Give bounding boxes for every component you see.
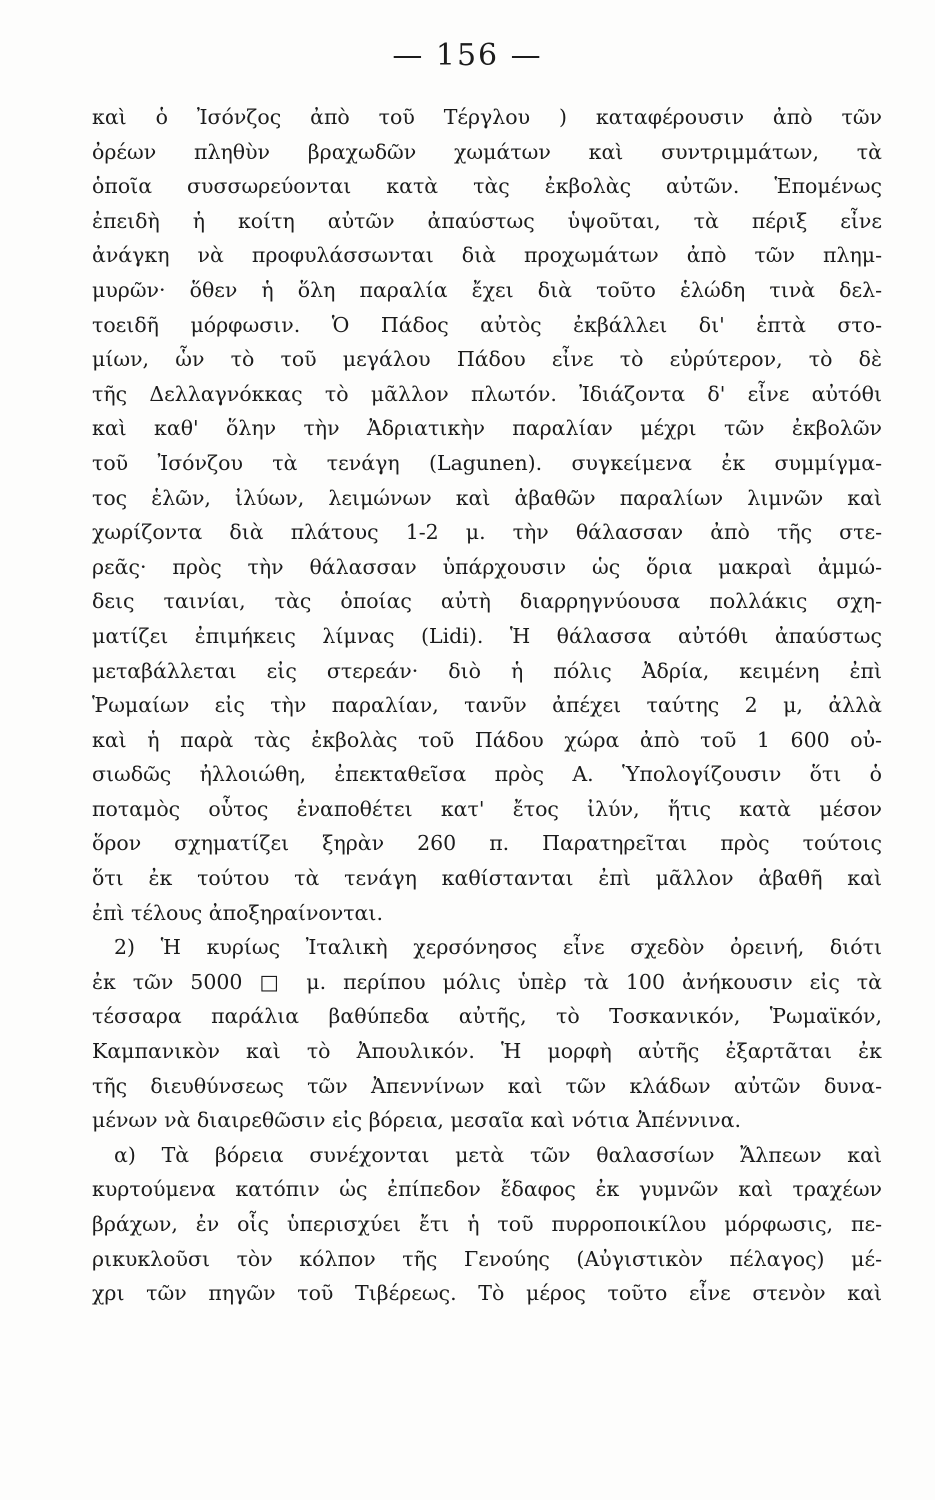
text-line: τοειδῆ μόρφωσιν. Ὁ Πάδος αὐτὸς ἐκβάλλει δι' ἑπτὰ στο- — [92, 312, 882, 337]
text-line: ὅτι ἐκ τούτου τὰ τενάγη καθίστανται ἐπὶ μᾶλλον ἀβαθῆ καὶ — [92, 866, 882, 891]
text-line: σιωδῶς ἠλλοιώθη, ἐπεκταθεῖσα πρὸς Α. Ὑπολογίζουσιν ὅτι ὁ — [92, 762, 882, 787]
text-line: μίων, ὧν τὸ τοῦ μεγάλου Πάδου εἶνε τὸ εὐρύτερον, τὸ δὲ — [92, 347, 882, 372]
text-line: τῆς διευθύνσεως τῶν Ἀπεννίνων καὶ τῶν κλάδων αὐτῶν δυνα- — [92, 1073, 882, 1098]
text-line: ματίζει ἐπιμήκεις λίμνας (Lidi). Ἡ θάλασσα αὐτόθι ἀπαύστως — [92, 623, 882, 648]
text-line: ποταμὸς οὗτος ἐναποθέτει κατ' ἔτος ἰλύν, ἥτις κατὰ μέσον — [92, 796, 882, 821]
text-line: ὀρέων πληθὺν βραχωδῶν χωμάτων καὶ συντριμμάτων, τὰ — [92, 139, 882, 164]
text-line: καὶ ἡ παρὰ τὰς ἐκβολὰς τοῦ Πάδου χώρα ἀπὸ τοῦ 1 600 οὐ- — [92, 727, 882, 752]
text-line: μένων νὰ διαιρεθῶσιν εἰς βόρεια, μεσαῖα καὶ νότια Ἀπέννινα. — [92, 1108, 741, 1133]
text-line: ρικυκλοῦσι τὸν κόλπον τῆς Γενούης (Αὐγιστικὸν πέλαγος) μέ- — [92, 1246, 882, 1271]
text-line: τος ἑλῶν, ἰλύων, λειμώνων καὶ ἀβαθῶν παραλίων λιμνῶν καὶ — [92, 485, 882, 510]
text-line: βράχων, ἐν οἷς ὑπερισχύει ἔτι ἡ τοῦ πυρροποικίλου μόρφωσις, πε- — [92, 1212, 882, 1236]
text-line: μυρῶν· ὅθεν ἡ ὅλη παραλία ἔχει διὰ τοῦτο ἑλώδη τινὰ δελ- — [92, 277, 882, 302]
text-line: τῆς Δελλαγνόκκας τὸ μᾶλλον πλωτόν. Ἰδιάζοντα δ' εἶνε αὐτόθι — [92, 381, 882, 406]
text-line: Καμπανικὸν καὶ τὸ Ἀπουλικόν. Ἡ μορφὴ αὐτῆς ἐξαρτᾶται ἐκ — [92, 1039, 882, 1064]
text-line: μεταβάλλεται εἰς στερεάν· διὸ ἡ πόλις Ἀδρία, κειμένη ἐπὶ — [92, 658, 882, 683]
text-line: τέσσαρα παράλια βαθύπεδα αὐτῆς, τὸ Τοσκανικόν, Ῥωμαϊκόν, — [92, 1004, 882, 1029]
text-line: χρι τῶν πηγῶν τοῦ Τιβέρεως. Τὸ μέρος τοῦτο εἶνε στενὸν καὶ — [92, 1281, 882, 1306]
text-line: ἀνάγκη νὰ προφυλάσσωνται διὰ προχωμάτων ἀπὸ τῶν πλημ- — [92, 243, 882, 268]
text-line: χωρίζοντα διὰ πλάτους 1-2 μ. τὴν θάλασσαν ἀπὸ τῆς στε- — [92, 520, 882, 545]
text-line: 2) Ἡ κυρίως Ἰταλικὴ χερσόνησος εἶνε σχεδὸν ὀρεινή, διότι — [114, 935, 882, 960]
text-line: ὁποῖα συσσωρεύονται κατὰ τὰς ἐκβολὰς αὐτῶν. Ἑπομένως — [92, 174, 882, 199]
text-line: κυρτούμενα κατόπιν ὡς ἐπίπεδον ἔδαφος ἐκ γυμνῶν καὶ τραχέων — [92, 1177, 882, 1202]
body-text — [92, 100, 882, 1311]
text-line: καὶ ὁ Ἰσόνζος ἀπὸ τοῦ Τέργλου ) καταφέρουσιν ἀπὸ τῶν — [92, 105, 882, 129]
text-line: δεις ταινίαι, τὰς ὁποίας αὐτὴ διαρρηγνύουσα πολλάκις σχη- — [92, 589, 882, 614]
text-line: ρεᾶς· πρὸς τὴν θάλασσαν ὑπάρχουσιν ὡς ὅρια μακραὶ ἀμμώ- — [92, 554, 882, 579]
text-line: α) Τὰ βόρεια συνέχονται μετὰ τῶν θαλασσίων Ἄλπεων καὶ — [114, 1142, 882, 1167]
text-line: Ῥωμαίων εἰς τὴν παραλίαν, τανῦν ἀπέχει ταύτης 2 μ, ἀλλὰ — [92, 693, 882, 718]
text-line: καὶ καθ' ὅλην τὴν Ἀδριατικὴν παραλίαν μέχρι τῶν ἐκβολῶν — [92, 416, 882, 441]
text-line: ὅρον σχηματίζει ξηρὰν 260 π. Παρατηρεῖται πρὸς τούτοις — [92, 831, 882, 856]
text-line: ἐπειδὴ ἡ κοίτη αὐτῶν ἀπαύστως ὑψοῦται, τὰ πέριξ εἶνε — [92, 208, 882, 233]
text-line: τοῦ Ἰσόνζου τὰ τενάγη (Lagunen). συγκείμενα ἐκ συμμίγμα- — [92, 450, 882, 475]
text-line: ἐκ τῶν 5000 □ μ. περίπου μόλις ὑπὲρ τὰ 100 ἀνήκουσιν εἰς τὰ — [92, 969, 882, 994]
page-number: — 156 — — [392, 38, 543, 73]
text-line: ἐπὶ τέλους ἀποξηραίνονται. — [92, 900, 383, 925]
